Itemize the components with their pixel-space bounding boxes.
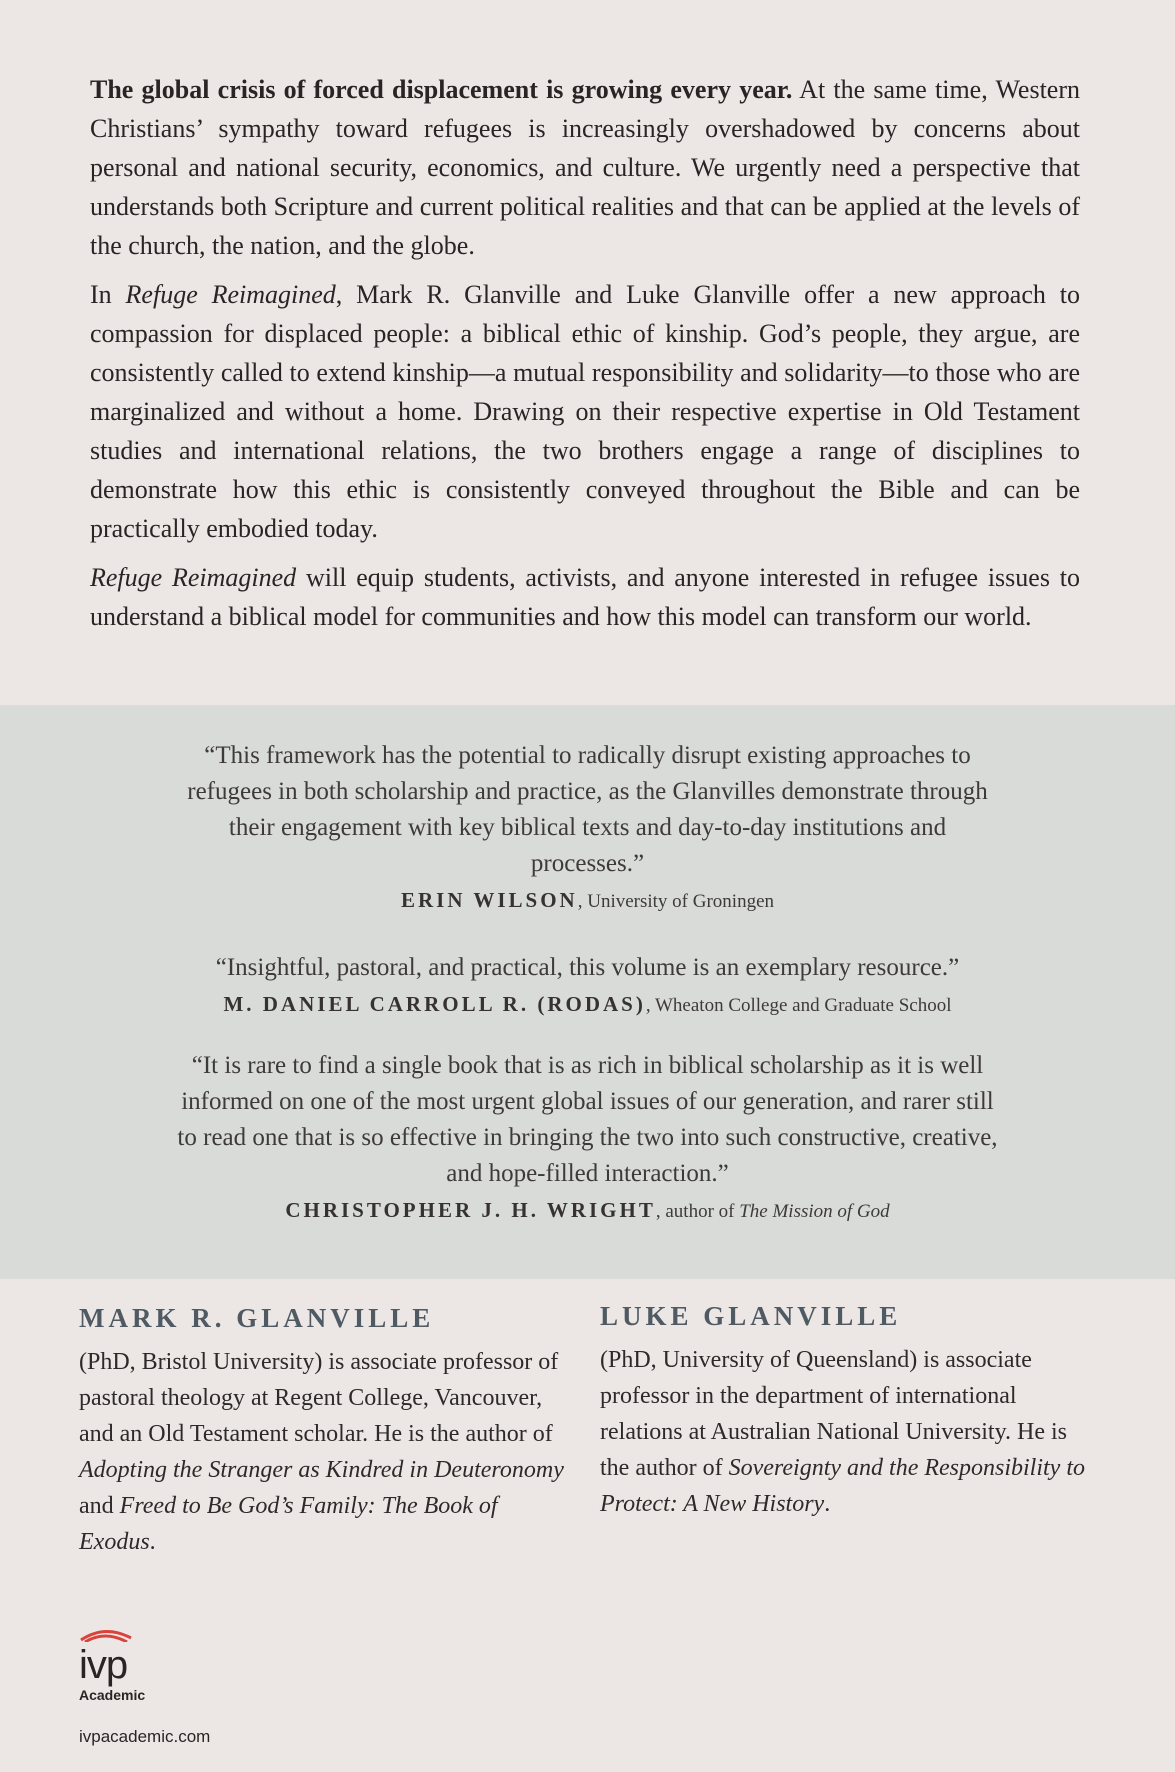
bio-text: and [79, 1493, 120, 1519]
endorser-name: ERIN WILSON [400, 888, 578, 912]
bio-text: . [824, 1491, 831, 1517]
endorser-name: M. DANIEL CARROLL R. (RODAS) [223, 992, 646, 1016]
endorser-affiliation [656, 1201, 890, 1222]
book-title: Freed to Be God’s Family: The Book of Exodus [79, 1493, 498, 1555]
author-bio-mark [79, 1300, 569, 1560]
endorsement-quote: “It is rare to find a single book that is as rich in biblical scholarship as it is well informed on one of the most urgent global issues of our generation, and rarer still to read one that is so effective in bringing the two into such constructive, creative, and hope-filled interaction.” [177, 1052, 998, 1187]
endorsement-quote: “This framework has the potential to radically disrupt existing approaches to refugees in both scholarship and practice, as the Glanvilles demonstrate through their engagement with key biblical texts and day-to-day institutions and processes.” [187, 742, 988, 877]
author-name: LUKE GLANVILLE [600, 1301, 902, 1331]
endorsement-quote: “Insightful, pastoral, and practical, this volume is an exemplary resource.” [215, 954, 960, 981]
signal-arcs-icon [79, 1622, 139, 1642]
description-paragraph-1 [90, 70, 1080, 265]
description-text: will equip students, activists, and anyone interested in refugee issues to understand a biblical model for communities and how this model can transform our world. [90, 563, 1080, 631]
author-bio-text [79, 1344, 569, 1560]
publisher-logo [79, 1622, 179, 1703]
description-paragraph-2 [90, 275, 1080, 548]
description-text: In [90, 280, 126, 309]
author-bio-luke [600, 1298, 1095, 1522]
description-text: At the same time, Western Christians’ sympathy toward refugees is increasingly overshadowed by concerns about personal and national security, economics, and culture. We urgently need a perspective that understands both Scripture and current political realities and that can be applied at the levels of the church, the nation, and the globe. [90, 75, 1080, 260]
book-title: Refuge Reimagined [90, 563, 297, 592]
logo-wordmark: ivp [79, 1643, 128, 1687]
book-description [90, 70, 1080, 646]
author-bio-text [600, 1342, 1095, 1522]
description-paragraph-3 [90, 558, 1080, 636]
endorsement-3 [100, 1048, 1075, 1228]
bio-text: . [149, 1529, 156, 1555]
author-name: MARK R. GLANVILLE [79, 1303, 435, 1333]
publisher-url: ivpacademic.com [79, 1727, 211, 1746]
endorser-name: CHRISTOPHER J. H. WRIGHT [285, 1198, 656, 1222]
book-title: Refuge Reimagined [125, 280, 336, 309]
logo-subtitle: Academic [79, 1687, 146, 1703]
endorsement-attribution [100, 1194, 1075, 1228]
endorser-affiliation: , University of Groningen [577, 891, 775, 912]
book-title: The Mission of God [739, 1201, 890, 1222]
bio-text: (PhD, Bristol University) is associate professor of pastoral theology at Regent College, Vancouver, and an Old Testament scholar. He is the author of [79, 1349, 559, 1447]
affiliation-text: , author of [655, 1201, 740, 1222]
book-title: Adopting the Stranger as Kindred in Deuteronomy [79, 1457, 564, 1483]
endorsement-attribution [100, 884, 1075, 918]
endorsement-attribution [100, 988, 1075, 1022]
endorsement-1 [100, 738, 1075, 918]
bio-text: (PhD, University of Queensland) is associate professor in the department of international relations at Australian National University. He is the author of [600, 1347, 1068, 1481]
description-lead: The global crisis of forced displacement is growing every year. [90, 75, 793, 104]
endorsement-2 [100, 950, 1075, 1022]
description-text: , Mark R. Glanville and Luke Glanville offer a new approach to compassion for displaced people: a biblical ethic of kinship. God’s people, they argue, are consistently called to extend kinship—a mutual responsibility and solidarity—to those who are marginalized and without a home. Drawing on their respective expertise in Old Testament studies and international relations, the two brothers engage a range of disciplines to demonstrate how this ethic is consistently conveyed throughout the Bible and can be practically embodied today. [90, 280, 1080, 543]
endorser-affiliation: , Wheaton College and Graduate School [645, 995, 952, 1016]
book-title: Sovereignty and the Responsibility to Protect: A New History [600, 1455, 1085, 1517]
